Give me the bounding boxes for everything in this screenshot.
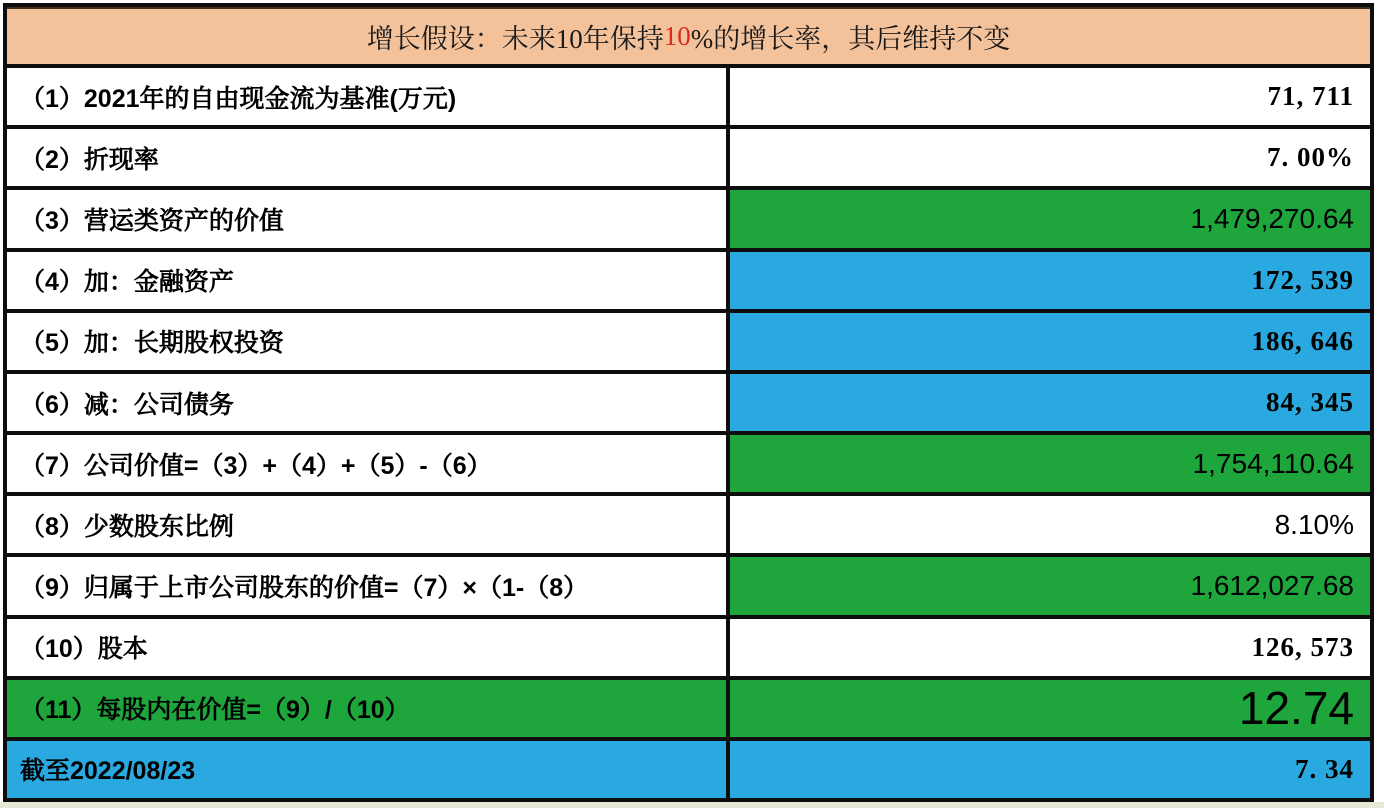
table-row (7, 129, 1370, 186)
row-value-cell: 7. 34 (730, 741, 1370, 798)
row-value-cell: 7. 00% (730, 129, 1370, 186)
row-value-cell: 84, 345 (730, 374, 1370, 431)
assumption-header-row (7, 7, 1370, 64)
row-value-cell: 1,754,110.64 (730, 435, 1370, 492)
row-value-cell: 71, 711 (730, 68, 1370, 125)
table-row (7, 68, 1370, 125)
row-value-cell: 12.74 (730, 680, 1370, 737)
page-bottom-strip (0, 802, 1384, 808)
row-value-cell: 126, 573 (730, 619, 1370, 676)
row-label-cell: （9）归属于上市公司股东的价值=（7）×（1-（8） (7, 557, 726, 614)
row-label-cell: （11）每股内在价值=（9）/（10） (7, 680, 726, 737)
row-value-cell: 172, 539 (730, 252, 1370, 309)
table-row (7, 496, 1370, 553)
row-label-cell: （4）加：金融资产 (7, 252, 726, 309)
row-label-cell: （3）营运类资产的价值 (7, 190, 726, 247)
row-label-cell: （8）少数股东比例 (7, 496, 726, 553)
row-value-cell: 1,479,270.64 (730, 190, 1370, 247)
row-value-cell: 186, 646 (730, 313, 1370, 370)
table-row (7, 741, 1370, 798)
row-label-cell: 截至2022/08/23 (7, 741, 726, 798)
row-label-cell: （2）折现率 (7, 129, 726, 186)
assumption-header-cell (7, 7, 1370, 64)
row-value-cell: 8.10% (730, 496, 1370, 553)
row-value-cell: 1,612,027.68 (730, 557, 1370, 614)
table-row (7, 557, 1370, 614)
table-row (7, 680, 1370, 737)
table-row (7, 374, 1370, 431)
row-label-cell: （6）减：公司债务 (7, 374, 726, 431)
valuation-table (3, 3, 1374, 802)
assumption-text-suffix: %的增长率，其后维持不变 (690, 24, 1011, 55)
table-row (7, 252, 1370, 309)
table-row (7, 619, 1370, 676)
table-row (7, 435, 1370, 492)
table-row (7, 313, 1370, 370)
row-label-cell: （10）股本 (7, 619, 726, 676)
assumption-growth-rate-highlight: 10 (663, 21, 691, 52)
row-label-cell: （1）2021年的自由现金流为基准(万元) (7, 68, 726, 125)
table-row (7, 190, 1370, 247)
row-label-cell: （5）加：长期股权投资 (7, 313, 726, 370)
row-label-cell: （7）公司价值=（3）+（4）+（5）-（6） (7, 435, 726, 492)
assumption-text-prefix: 增长假设：未来10年保持 (366, 24, 664, 55)
